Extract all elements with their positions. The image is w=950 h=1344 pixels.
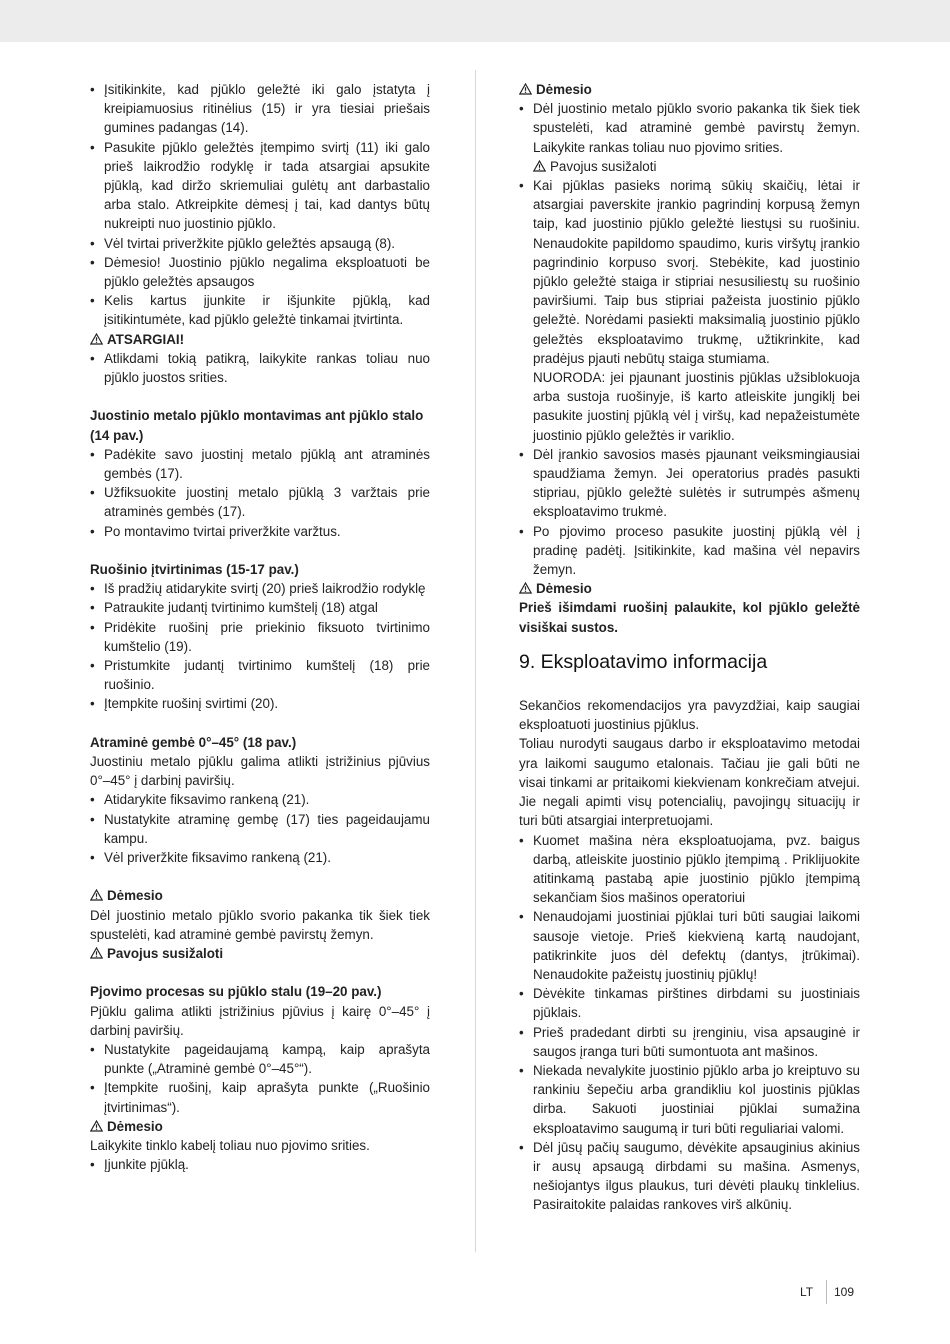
top-bar: [0, 0, 950, 42]
list-item-text: Kai pjūklas pasieks norimą sūkių skaičių, lėtai ir atsargiai paverskite įrankio pagrindinį korpusą žemyn taip, kad juostinio pjūklo geležtė liestųsi su ruošiniu. Nenaudokite papildomo spaudimo, kuris viršytų įrankio pagrindinio korpuso svorį. Stebėkite, kad juostinio pjūklo geležtė staiga ir stipriai nesusiliestų su ruošinio paviršiumi. Taip bus stipriai pažeista juostinio pjūklo geležtė. Norėdami pasiekti maksimalią juostinio pjūklo geležtės eksploatavimo trukmę, užtikrinkite, kad pradėjus pjauti nebūtų staiga stumiama.: [533, 178, 860, 366]
list-item: • Patraukite judantį tvirtinimo kumštelį (18) atgal: [90, 598, 430, 617]
section-heading-workpiece: Ruošinio įtvirtinimas (15-17 pav.): [90, 562, 299, 578]
list-item: • Nustatykite pageidaujamą kampą, kaip aprašyta punkte („Atraminė gembė 0°–45°“).: [90, 1040, 430, 1078]
list-item: • Atidarykite fiksavimo rankeną (21).: [90, 790, 430, 809]
bullet-list-blade-check: [90, 80, 430, 330]
list-item: • Padėkite savo juostinį metalo pjūklą ant atraminės gembės (17).: [90, 445, 430, 483]
list-item: • Įsitikinkite, kad pjūklo geležtė iki galo įstatyta į kreipiamuosius ritinėlius (15) ir yra tiesiai priešais gumines padangas (14).: [90, 80, 430, 138]
warning-label: ATSARGIAI!: [107, 331, 185, 347]
warning-triangle-icon: [90, 1120, 103, 1132]
right-column: [519, 80, 860, 1215]
left-column: [90, 80, 430, 1175]
list-item: [519, 176, 860, 445]
section-heading-support-arm: Atraminė gembė 0°–45° (18 pav.): [90, 734, 297, 750]
warning-triangle-icon: [90, 889, 103, 901]
list-item: • Prieš pradedant dirbti su įrenginiu, visa apsauginė ir saugos įranga turi būti sumontuota ant mašinos.: [519, 1023, 860, 1061]
note-text: NUORODA: jei pjaunant juostinis pjūklas užsiblokuoja arba sustoja ruošinyje, iš karto atleiskite jungiklį bei pasukite juostinį pjūklą vėl į viršų, kad nepažeistumėte juostinio pjūklo geležtės ir variklio.: [533, 370, 860, 443]
list-item: • Atlikdami tokią patikrą, laikykite rankas toliau nuo pjūklo juostos srities.: [90, 349, 430, 387]
paragraph: Sekančios rekomendacijos yra pavyzdžiai, kaip saugiai eksploatuoti juostinius pjūklus.: [519, 698, 860, 733]
list-item: • Niekada nevalykite juostinio pjūklo arba jo kreiptuvo su rankiniu šepečiu arba grandikliu kol juostinis pjūklas dirba. Sakuoti juostiniai pjūklai sumažina eksploatavimo saugumą ir turi būti reguliariai valomi.: [519, 1061, 860, 1138]
warning-triangle-icon: [519, 83, 532, 95]
footer-language: LT: [800, 1285, 814, 1299]
paragraph: Dėl juostinio metalo pjūklo svorio pakanka tik šiek tiek spustelėti, kad atraminė gembė pavirstų žemyn.: [90, 907, 430, 942]
warning-label: Dėmesio: [536, 581, 592, 597]
warning-label: Dėmesio: [107, 888, 163, 904]
list-item: • Nustatykite atraminę gembę (17) ties pageidaujamu kampu.: [90, 810, 430, 848]
warning-label: Pavojus susižaloti: [107, 946, 224, 962]
bullet-list: [90, 349, 430, 387]
warning-label: Dėmesio: [107, 1118, 163, 1134]
list-item: • Pristumkite judantį tvirtinimo kumštelį (18) prie ruošinio.: [90, 656, 430, 694]
list-item: • Po pjovimo proceso pasukite juostinį pjūklą vėl į pradinę padėtį. Įsitikinkite, kad mašina vėl nepavirs žemyn.: [519, 522, 860, 580]
warning-label: Pavojus susižaloti: [550, 158, 657, 174]
list-item: • Pasukite pjūklo geležtės įtempimo svirtį (11) iki galo prieš laikrodžio rodyklę ir tada atsargiai apsukite pjūklą, kad diržo skriemuliai gulėtų ant darbastalio arba stalo. Atkreipkite dėmesį į tai, kad dantys būtų nukreipti nuo juostinio pjūklo.: [90, 138, 430, 234]
list-item: • Įtempkite ruošinį svirtimi (20).: [90, 694, 430, 713]
warning-triangle-icon: [90, 333, 103, 345]
section-title: 9. Eksploatavimo informacija: [519, 650, 768, 673]
list-item: [519, 99, 860, 176]
list-item: • Dėl įrankio savosios masės pjaunant veiksmingiausiai spaudžiama žemyn. Jei operatorius pradės pasukti stipriau, pjūklo geležtė sulėtės ir sutrumpės ašmenų eksploatavimo trukmė.: [519, 445, 860, 522]
warning-heading: [90, 886, 430, 905]
bullet-list-workpiece: [90, 579, 430, 713]
column-divider: [475, 70, 476, 1252]
warning-heading: [90, 330, 430, 349]
warning-heading: [519, 579, 860, 598]
list-item: • Vėl tvirtai priveržkite pjūklo geležtės apsaugą (8).: [90, 234, 430, 253]
warning-triangle-icon: [519, 582, 532, 594]
list-item: • Dėl jūsų pačių saugumo, dėvėkite apsauginius akinius ir ausų apsaugą dirbdami su mašina. Asmenys, nešiojantys ilgus plaukus, turi dėvėti plaukų tinklelius. Pasiraitokite palaidas rankoves virš alkūnių.: [519, 1138, 860, 1215]
warning-heading: [519, 80, 860, 99]
page-number: 109: [834, 1285, 855, 1299]
list-item: • Užfiksuokite juostinį metalo pjūklą 3 varžtais prie atraminės gembės (17).: [90, 483, 430, 521]
list-item: • Kelis kartus įjunkite ir išjunkite pjūklą, kad įsitikintumėte, kad pjūklo geležtė tinkamai įtvirtinta.: [90, 291, 430, 329]
section-heading-mounting: Juostinio metalo pjūklo montavimas ant pjūklo stalo (14 pav.): [90, 408, 424, 443]
paragraph: Toliau nurodyti saugaus darbo ir eksploatavimo metodai yra laikomi saugumo etalonais. Tačiau jie gali būti ne visai tinkami ar pritaikomi kiekvienam konkrečiam atvejui. Jie negali apimti visų potencialių, pavojingų situacijų ir turi būti atsargiai interpretuojami.: [519, 736, 860, 829]
section-heading-cutting: Pjovimo procesas su pjūklo stalu (19–20 pav.): [90, 984, 382, 1000]
warning-heading: [90, 1117, 430, 1136]
bullet-list-cutting-steps: [519, 99, 860, 579]
list-item: • Dėvėkite tinkamas pirštines dirbdami su juostiniais pjūklais.: [519, 984, 860, 1022]
list-item: • Kuomet mašina nėra eksploatuojama, pvz. baigus darbą, atleiskite juostinio pjūklo įtempimą . Priklijuokite atitinkamą pastabą apie juostinio pjūklo įtempimą sekančiam šios mašinos operatoriui: [519, 831, 860, 908]
bullet-list-operation-info: [519, 831, 860, 1215]
warning-triangle-icon: [533, 160, 546, 172]
list-item: • Įjunkite pjūklą.: [90, 1155, 430, 1174]
list-item: • Pridėkite ruošinį prie priekinio fiksuoto tvirtinimo kumštelio (19).: [90, 618, 430, 656]
list-item-text: Dėl juostinio metalo pjūklo svorio pakanka tik šiek tiek spustelėti, kad atraminė gembė pavirstų žemyn. Laikykite rankas toliau nuo pjovimo srities.: [533, 101, 860, 155]
warning-label: Dėmesio: [536, 82, 592, 97]
list-item: • Įtempkite ruošinį, kaip aprašyta punkte („Ruošinio įtvirtinimas“).: [90, 1078, 430, 1116]
paragraph: Juostiniu metalo pjūklu galima atlikti įstrižinius pjūvius 0°–45° į darbinį paviršių.: [90, 754, 430, 789]
list-item: • Iš pradžių atidarykite svirtį (20) prieš laikrodžio rodyklę: [90, 579, 430, 598]
footer-divider: [826, 1280, 827, 1304]
bullet-list-cutting: [90, 1040, 430, 1117]
paragraph: Pjūklu galima atlikti įstrižinius pjūvius į kairę 0°–45° į darbinį paviršių.: [90, 1003, 430, 1038]
list-item: • Vėl priveržkite fiksavimo rankeną (21).: [90, 848, 430, 867]
bullet-list: [90, 1155, 430, 1174]
warning-heading: [90, 944, 430, 963]
warning-triangle-icon: [90, 947, 103, 959]
bullet-list-support-arm: [90, 790, 430, 867]
bullet-list-mounting: [90, 445, 430, 541]
list-item: • Po montavimo tvirtai priveržkite varžtus.: [90, 522, 430, 541]
list-item: • Nenaudojami juostiniai pjūklai turi būti saugiai laikomi sausoje vietoje. Prieš kiekvieną kartą naudojant, patikrinkite juos dėl defektų (dantys, įtrūkimai). Nenaudokite pažeistų juostinių pjūklų!: [519, 907, 860, 984]
paragraph: Laikykite tinklo kabelį toliau nuo pjovimo srities.: [90, 1138, 370, 1154]
bold-warning-text: Prieš išimdami ruošinį palaukite, kol pjūklo geležtė visiškai sustos.: [519, 600, 860, 635]
list-item: • Dėmesio! Juostinio pjūklo negalima eksploatuoti be pjūklo geležtės apsaugos: [90, 253, 430, 291]
